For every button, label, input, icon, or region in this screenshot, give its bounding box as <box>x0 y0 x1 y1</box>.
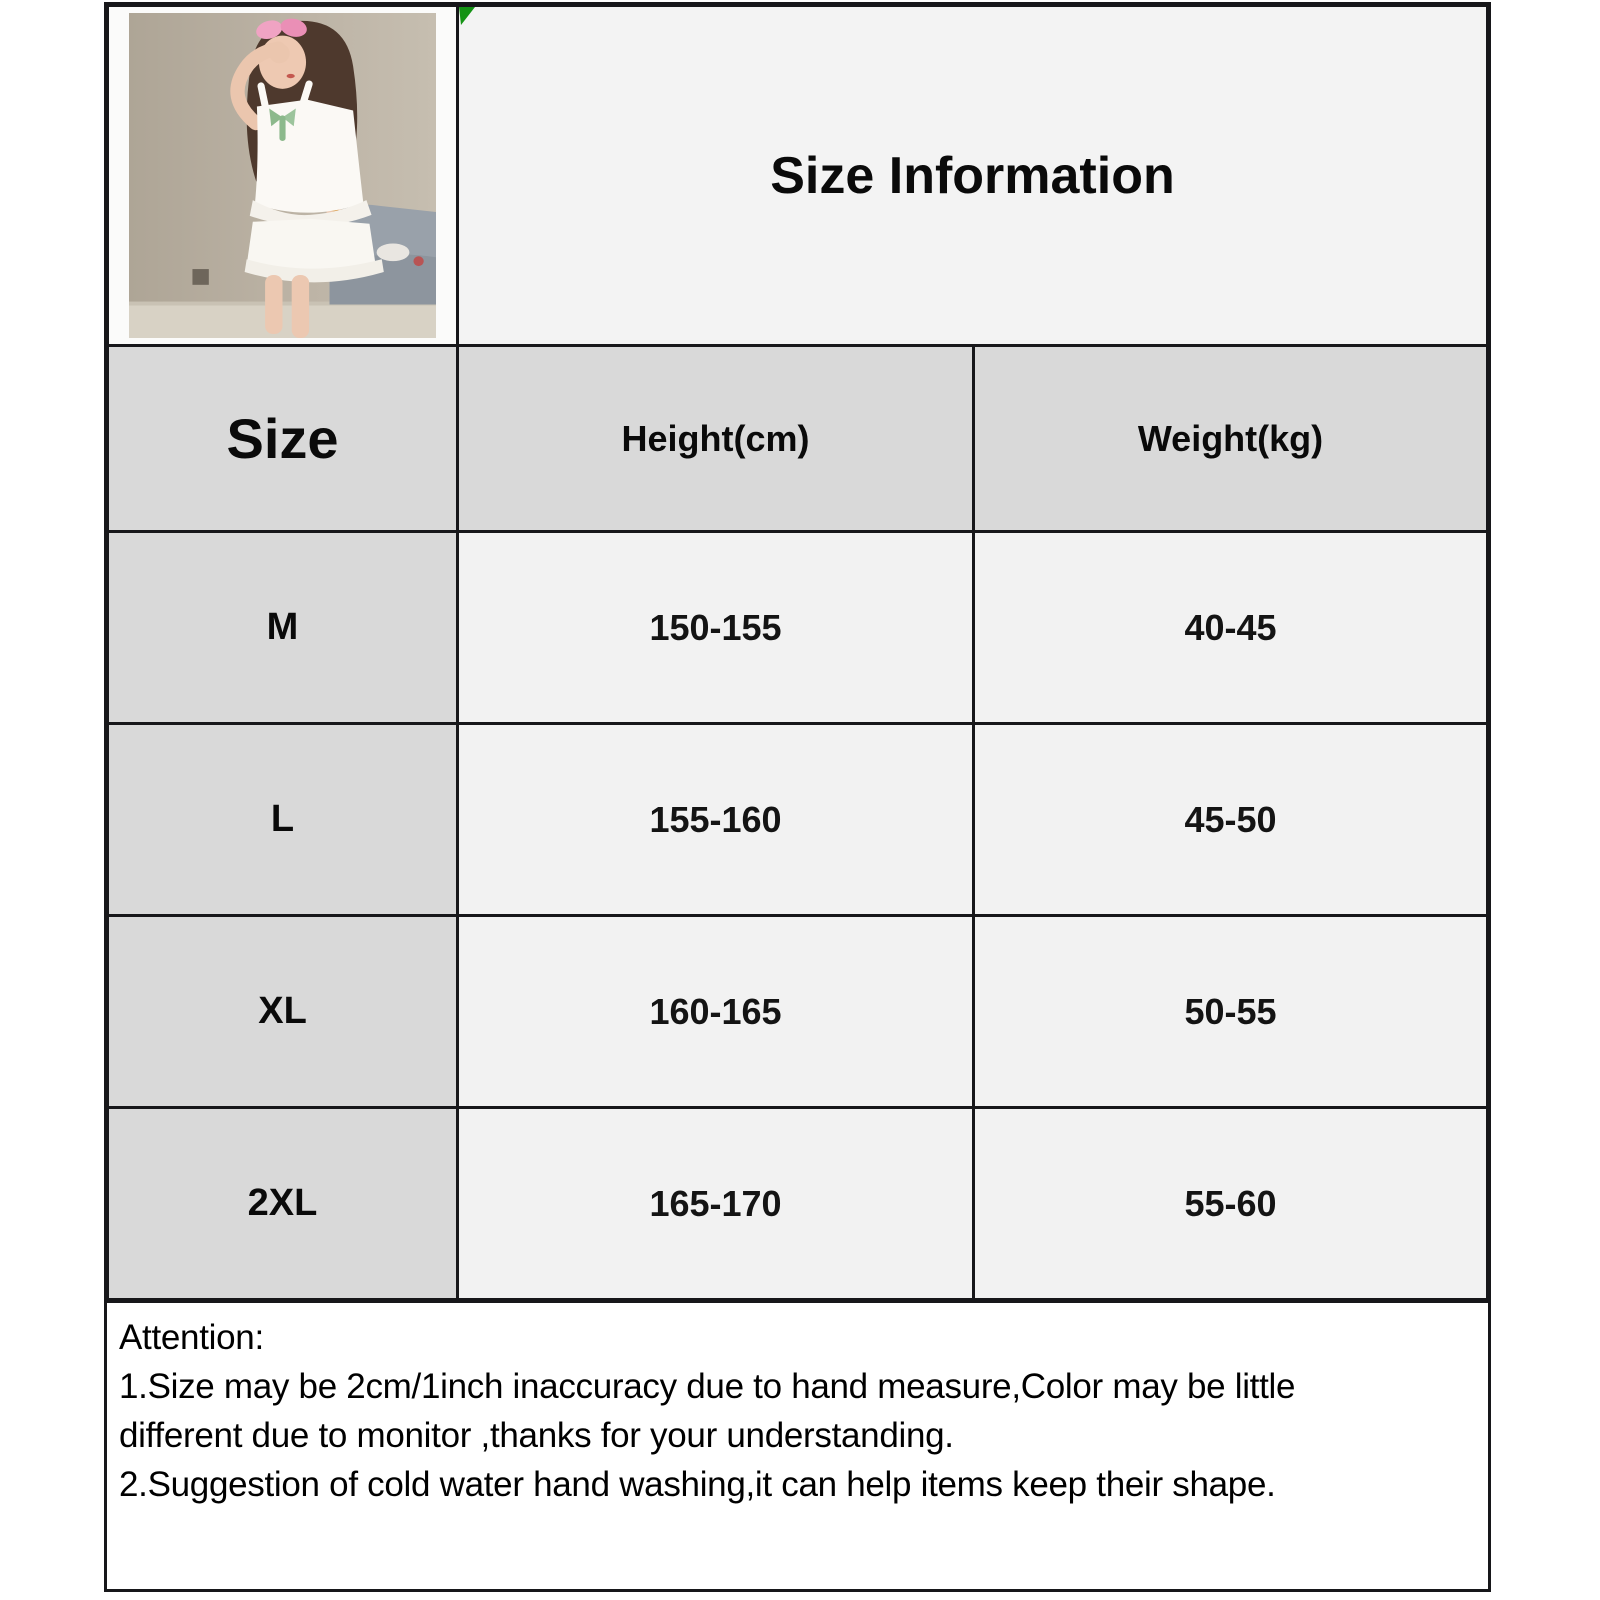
row-2xl-height-value: 165-170 <box>459 1109 972 1298</box>
size-table <box>104 2 1491 1303</box>
row-l-weight-value: 45-50 <box>975 725 1486 914</box>
row-m-height-value: 150-155 <box>459 533 972 722</box>
attention-notes <box>104 1303 1491 1592</box>
size-chart-sheet <box>104 2 1491 1592</box>
column-header-height: Height(cm) <box>459 347 972 530</box>
green-corner-marker-icon <box>459 7 475 25</box>
row-l-height-value: 155-160 <box>459 725 972 914</box>
row-l-size-label: L <box>109 725 456 914</box>
row-2xl-weight-value: 55-60 <box>975 1109 1486 1298</box>
row-xl-weight-value: 50-55 <box>975 917 1486 1106</box>
attention-note-2: 2.Suggestion of cold water hand washing,it can help items keep their shape. <box>119 1465 1276 1504</box>
product-photo <box>109 7 456 344</box>
row-m-weight-value: 40-45 <box>975 533 1486 722</box>
title-cell <box>459 7 1486 344</box>
row-2xl-size-label: 2XL <box>109 1109 456 1298</box>
attention-note-1-continued: different due to monitor ,thanks for your understanding. <box>119 1416 954 1455</box>
column-header-size: Size <box>109 347 456 530</box>
attention-title: Attention: <box>119 1318 264 1357</box>
row-xl-size-label: XL <box>109 917 456 1106</box>
product-photo-illustration <box>129 13 436 338</box>
column-header-weight: Weight(kg) <box>975 347 1486 530</box>
row-m-size-label: M <box>109 533 456 722</box>
row-xl-height-value: 160-165 <box>459 917 972 1106</box>
page-title: Size Information <box>770 146 1175 205</box>
attention-note-1: 1.Size may be 2cm/1inch inaccuracy due to hand measure,Color may be little <box>119 1367 1296 1406</box>
